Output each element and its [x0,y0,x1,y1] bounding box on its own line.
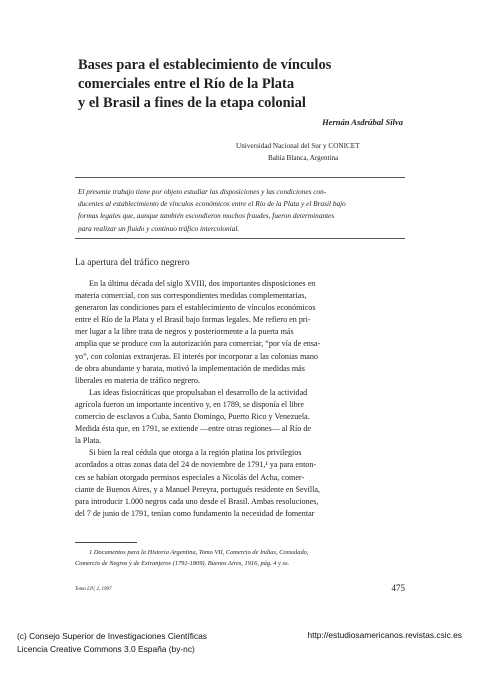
body-text [75,278,405,520]
footnote-rule [75,542,137,543]
body-line: materia comercial, con sus correspondientes medidas complementarias, [75,291,307,301]
license-notice [17,630,207,655]
body-line: comercio de esclavos a Cuba, Santo Domingo, Puerto Rico y Venezuela. [75,412,310,422]
abstract-line: para realizar un fluido y continuo tráfico intercolonial. [78,223,240,233]
journal-reference: Tomo LIV, 2, 1997 [75,587,112,592]
body-line: del 7 de junio de 1791, tenían como fundamento la necesidad de fomentar [75,508,315,518]
journal-url-link[interactable]: http://estudiosamericanos.revistas.csic.es [307,630,462,640]
body-line: acordados a otras zonas data del 24 de noviembre de 1791,¹ ya para enton- [75,460,317,470]
body-line: entre el Río de la Plata y el Brasil bajo formas legales. Me refiero en pri- [75,315,311,325]
footnote [75,548,405,569]
body-line: En la última década del siglo XVIII, dos importantes disposiciones en [89,279,316,288]
body-line: yo”, con colonias extranjeras. El interés por incorporar a las colonias mano [75,351,318,361]
title-line: Bases para el establecimiento de vínculos [78,57,332,73]
body-line: liberales en materia de tráfico negrero. [75,375,200,385]
author-name: Hernán Asdrúbal Silva [322,117,403,127]
body-line: para introducir 1.000 negros cada uno desde el Brasil. Ambas resoluciones, [75,496,319,506]
title-line: comerciales entre el Río de la Plata [78,76,295,92]
author-affiliation [236,140,360,164]
body-line: mer lugar a la libre trata de negros y posteriormente a la puerta más [75,327,294,337]
abstract-line: ducentes al establecimiento de vínculos económicos entre el Río de la Plata y el Brasil bajo [78,199,346,209]
abstract-line: formas legales que, aunque también escondieron muchos fraudes, fueron determinantes [78,211,335,221]
body-line: generaron las condiciones para el establecimiento de vínculos económicos [75,303,316,313]
abstract-top-rule [75,177,405,178]
article-title [78,56,398,113]
body-line: de obra abundante y barata, motivó la implementación de medidas más [75,363,305,373]
title-line: y el Brasil a fines de la etapa colonial [78,95,306,111]
license-line: (c) Consejo Superior de Investigaciones Científicas [17,631,207,641]
body-line: Las ideas fisiocráticas que propulsaban el desarrollo de la actividad [89,387,308,397]
body-line: la Plata. [75,436,102,446]
footnote-line: 1 Documentos para la Historia Argentina, Tomo VII, Comercio de Indias, Consulado, [89,549,309,556]
section-heading: La apertura del tráfico negrero [75,258,190,268]
license-line: Licencia Creative Commons 3.0 España (by-nc) [17,643,195,654]
body-line: Si bien la real cédula que otorga a la región platina los privilegios [89,448,302,458]
footnote-line: Comercio de Negros y de Extranjeros (1791-1809). Buenos Aires, 1916, pág. 4 y ss. [75,559,290,567]
body-line: ces se habían otorgado permisos especiales a Nicolás del Acha, comer- [75,472,305,482]
page-number: 475 [391,583,405,593]
body-line: Medida ésta que, en 1791, se extiende —entre otras regiones— al Río de [75,424,311,434]
abstract [78,186,403,235]
body-line: amplia que se produce con la autorización para comerciar, “por vía de ensa- [75,339,321,349]
abstract-bottom-rule [75,238,405,239]
affiliation-line: Bahía Blanca, Argentina [268,154,339,162]
abstract-line: El presente trabajo tiene por objeto estudiar las disposiciones y las condiciones con- [78,187,327,196]
affiliation-line: Universidad Nacional del Sur y CONICET [236,142,360,150]
body-line: agrícola fueron un importante incentivo y, en 1789, se disponía el libre [75,399,304,409]
body-line: ciante de Buenos Aires, y a Manuel Pereyra, portugués residente en Sevilla, [75,484,320,494]
